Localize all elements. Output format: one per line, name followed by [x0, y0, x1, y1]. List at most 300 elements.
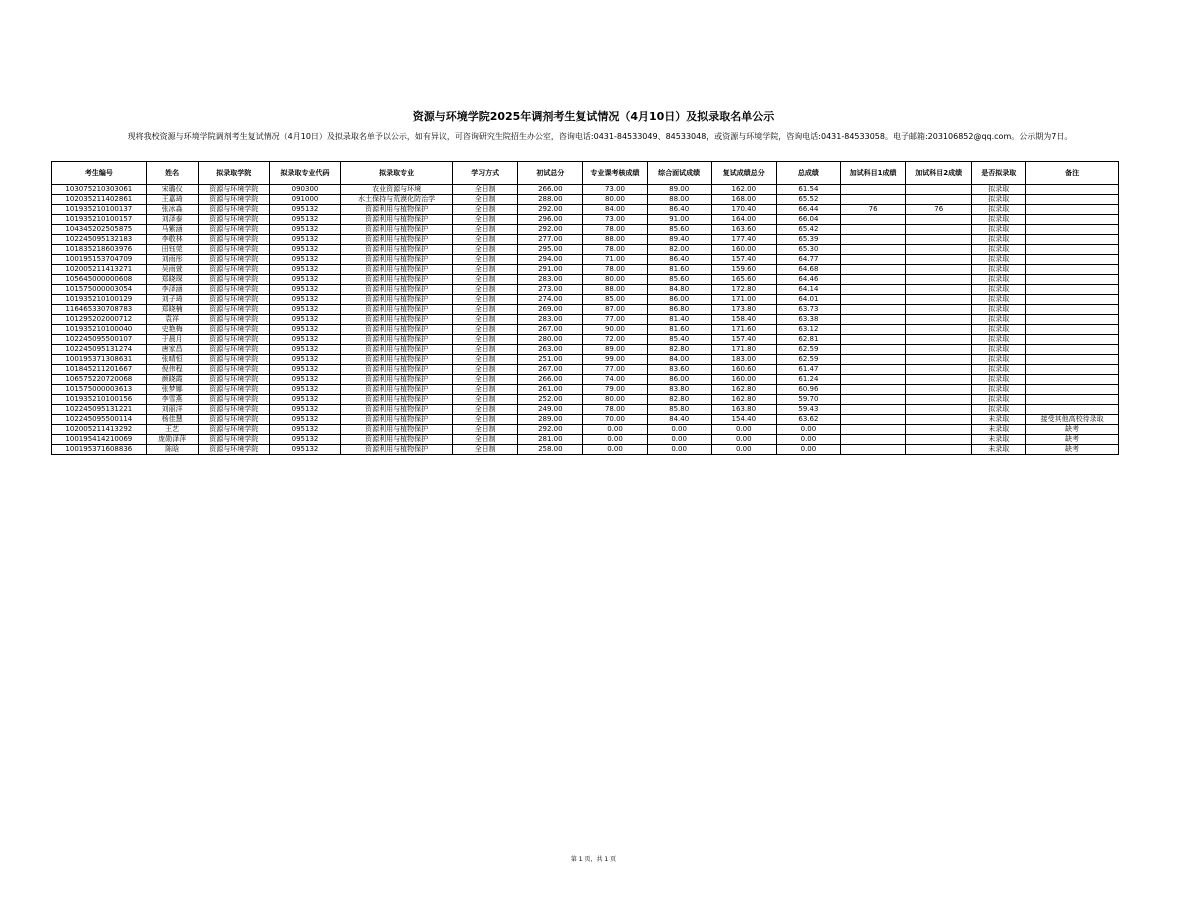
table-cell: 资源利用与植物保护	[341, 415, 453, 425]
table-cell: 资源利用与植物保护	[341, 395, 453, 405]
table-cell	[841, 185, 906, 195]
table-cell: 全日制	[453, 185, 518, 195]
table-row	[52, 445, 1119, 455]
table-cell	[841, 295, 906, 305]
table-cell	[1026, 325, 1119, 335]
table-cell: 095132	[269, 345, 340, 355]
table-cell: 101935210100137	[52, 205, 147, 215]
table-cell: 缺考	[1026, 435, 1119, 445]
table-cell: 资源利用与植物保护	[341, 385, 453, 395]
table-row	[52, 345, 1119, 355]
table-cell: 拟录取	[972, 325, 1026, 335]
table-cell: 全日制	[453, 245, 518, 255]
table-cell: 90.00	[583, 325, 647, 335]
table-cell: 资源利用与植物保护	[341, 295, 453, 305]
table-cell: 刘子琦	[146, 295, 198, 305]
table-cell	[841, 355, 906, 365]
table-cell	[906, 365, 972, 375]
table-cell: 88.00	[647, 195, 711, 205]
table-cell: 全日制	[453, 375, 518, 385]
table-cell: 资源利用与植物保护	[341, 375, 453, 385]
table-cell: 62.81	[776, 335, 840, 345]
table-cell: 资源与环境学院	[198, 385, 269, 395]
table-row	[52, 335, 1119, 345]
table-cell: 拟录取	[972, 245, 1026, 255]
table-cell: 0.00	[647, 435, 711, 445]
table-cell	[906, 295, 972, 305]
table-cell: 资源与环境学院	[198, 395, 269, 405]
table-cell: 78.00	[583, 225, 647, 235]
table-cell: 283.00	[518, 315, 583, 325]
table-cell: 78.00	[583, 405, 647, 415]
table-cell: 资源与环境学院	[198, 335, 269, 345]
table-cell: 李泽涵	[146, 285, 198, 295]
table-cell	[1026, 375, 1119, 385]
table-cell: 资源利用与植物保护	[341, 245, 453, 255]
table-cell: 78.00	[583, 265, 647, 275]
table-cell: 168.00	[711, 195, 776, 205]
table-cell	[906, 445, 972, 455]
table-cell	[1026, 245, 1119, 255]
table-cell: 288.00	[518, 195, 583, 205]
table-cell: 102245095500107	[52, 335, 147, 345]
table-cell: 164.00	[711, 215, 776, 225]
table-cell: 张梦娜	[146, 385, 198, 395]
table-cell: 101575000003613	[52, 385, 147, 395]
table-cell	[841, 435, 906, 445]
table-cell: 拟录取	[972, 275, 1026, 285]
table-cell	[906, 255, 972, 265]
table-cell: 农业资源与环境	[341, 185, 453, 195]
table-cell: 0.00	[711, 425, 776, 435]
table-cell: 102005211413271	[52, 265, 147, 275]
table-cell: 拟录取	[972, 385, 1026, 395]
column-header: 学习方式	[453, 162, 518, 185]
table-cell: 0.00	[583, 435, 647, 445]
table-cell: 266.00	[518, 375, 583, 385]
table-cell	[1026, 395, 1119, 405]
table-cell: 280.00	[518, 335, 583, 345]
table-cell: 171.80	[711, 345, 776, 355]
table-cell	[841, 365, 906, 375]
table-cell: 095132	[269, 205, 340, 215]
table-row	[52, 435, 1119, 445]
table-cell: 资源利用与植物保护	[341, 365, 453, 375]
table-cell: 84.00	[583, 205, 647, 215]
table-cell: 81.60	[647, 325, 711, 335]
table-cell: 095132	[269, 445, 340, 455]
table-cell: 资源与环境学院	[198, 195, 269, 205]
table-cell: 095132	[269, 225, 340, 235]
table-cell: 资源利用与植物保护	[341, 285, 453, 295]
table-cell	[841, 275, 906, 285]
table-cell: 172.80	[711, 285, 776, 295]
table-row	[52, 235, 1119, 245]
table-cell: 全日制	[453, 235, 518, 245]
table-cell: 73.00	[583, 185, 647, 195]
table-cell	[1026, 385, 1119, 395]
table-cell: 资源与环境学院	[198, 185, 269, 195]
table-cell: 拟录取	[972, 285, 1026, 295]
table-cell: 258.00	[518, 445, 583, 455]
table-cell: 资源与环境学院	[198, 365, 269, 375]
table-cell: 0.00	[776, 425, 840, 435]
table-cell: 资源与环境学院	[198, 315, 269, 325]
table-cell: 全日制	[453, 255, 518, 265]
table-cell	[906, 275, 972, 285]
table-cell: 拟录取	[972, 335, 1026, 345]
table-cell: 294.00	[518, 255, 583, 265]
table-cell: 资源与环境学院	[198, 245, 269, 255]
table-cell: 77.00	[583, 365, 647, 375]
table-cell: 095132	[269, 435, 340, 445]
table-cell: 李雪燕	[146, 395, 198, 405]
table-cell: 资源与环境学院	[198, 405, 269, 415]
table-cell: 全日制	[453, 335, 518, 345]
table-cell: 86.00	[647, 375, 711, 385]
table-cell: 资源利用与植物保护	[341, 345, 453, 355]
table-cell: 82.00	[647, 245, 711, 255]
table-cell: 76	[841, 205, 906, 215]
table-row	[52, 315, 1119, 325]
table-cell	[1026, 185, 1119, 195]
table-cell: 资源与环境学院	[198, 235, 269, 245]
table-cell: 全日制	[453, 305, 518, 315]
table-cell: 095132	[269, 235, 340, 245]
table-cell: 资源利用与植物保护	[341, 445, 453, 455]
table-cell: 全日制	[453, 445, 518, 455]
table-row	[52, 375, 1119, 385]
table-cell: 资源与环境学院	[198, 225, 269, 235]
table-cell	[906, 245, 972, 255]
table-cell: 0.00	[583, 425, 647, 435]
table-cell: 095132	[269, 265, 340, 275]
table-cell: 162.80	[711, 385, 776, 395]
table-cell: 095132	[269, 425, 340, 435]
table-cell: 85.00	[583, 295, 647, 305]
table-cell: 资源与环境学院	[198, 435, 269, 445]
table-cell: 资源与环境学院	[198, 265, 269, 275]
table-cell: 85.80	[647, 405, 711, 415]
table-cell: 71.00	[583, 255, 647, 265]
table-cell	[841, 415, 906, 425]
table-row	[52, 255, 1119, 265]
table-cell: 100195371608836	[52, 445, 147, 455]
table-cell	[1026, 275, 1119, 285]
table-row	[52, 395, 1119, 405]
table-cell: 全日制	[453, 275, 518, 285]
table-cell: 资源利用与植物保护	[341, 425, 453, 435]
table-row	[52, 205, 1119, 215]
table-cell	[841, 305, 906, 315]
table-cell: 于晨月	[146, 335, 198, 345]
column-header: 拟录取专业代码	[269, 162, 340, 185]
table-cell: 267.00	[518, 325, 583, 335]
table-cell: 64.68	[776, 265, 840, 275]
table-cell: 0.00	[711, 435, 776, 445]
table-cell: 252.00	[518, 395, 583, 405]
table-cell: 101935210100157	[52, 215, 147, 225]
table-cell: 64.01	[776, 295, 840, 305]
table-row	[52, 405, 1119, 415]
table-cell: 65.42	[776, 225, 840, 235]
table-cell: 全日制	[453, 345, 518, 355]
table-cell	[906, 305, 972, 315]
table-cell: 095132	[269, 365, 340, 375]
table-cell: 85.60	[647, 225, 711, 235]
table-cell: 59.43	[776, 405, 840, 415]
table-cell: 64.46	[776, 275, 840, 285]
table-cell: 全日制	[453, 295, 518, 305]
table-cell: 拟录取	[972, 365, 1026, 375]
table-cell: 162.80	[711, 395, 776, 405]
table-cell: 84.40	[647, 415, 711, 425]
table-cell: 未录取	[972, 425, 1026, 435]
table-cell: 张冰淼	[146, 205, 198, 215]
table-cell	[1026, 365, 1119, 375]
column-header: 加试科目2成绩	[906, 162, 972, 185]
table-cell	[1026, 195, 1119, 205]
table-cell: 101835218603976	[52, 245, 147, 255]
table-row	[52, 245, 1119, 255]
table-cell: 283.00	[518, 275, 583, 285]
table-cell	[1026, 345, 1119, 355]
table-cell: 拟录取	[972, 205, 1026, 215]
table-cell: 160.00	[711, 245, 776, 255]
table-cell: 160.00	[711, 375, 776, 385]
table-cell: 157.40	[711, 335, 776, 345]
table-cell	[906, 265, 972, 275]
column-header: 综合面试成绩	[647, 162, 711, 185]
table-cell: 251.00	[518, 355, 583, 365]
table-cell: 095132	[269, 255, 340, 265]
table-cell: 拟录取	[972, 215, 1026, 225]
table-cell: 资源利用与植物保护	[341, 305, 453, 315]
table-cell	[841, 255, 906, 265]
table-cell: 全日制	[453, 195, 518, 205]
table-row	[52, 215, 1119, 225]
table-cell: 095132	[269, 415, 340, 425]
table-cell	[841, 375, 906, 385]
table-cell: 刘雨彤	[146, 255, 198, 265]
table-cell: 70.00	[583, 415, 647, 425]
column-header: 专业课考核成绩	[583, 162, 647, 185]
table-cell: 拟录取	[972, 295, 1026, 305]
table-cell	[1026, 255, 1119, 265]
table-cell	[841, 395, 906, 405]
table-cell: 82.80	[647, 345, 711, 355]
table-cell: 267.00	[518, 365, 583, 375]
table-cell	[906, 315, 972, 325]
table-cell: 281.00	[518, 435, 583, 445]
table-cell: 62.59	[776, 345, 840, 355]
table-cell: 郑晓琛	[146, 275, 198, 285]
table-cell: 接受其他高校待录取	[1026, 415, 1119, 425]
table-cell	[906, 185, 972, 195]
table-cell	[906, 435, 972, 445]
table-cell	[906, 405, 972, 415]
table-cell: 资源与环境学院	[198, 295, 269, 305]
table-cell: 资源与环境学院	[198, 345, 269, 355]
table-cell: 全日制	[453, 205, 518, 215]
table-row	[52, 265, 1119, 275]
table-cell: 64.14	[776, 285, 840, 295]
table-cell: 资源与环境学院	[198, 325, 269, 335]
table-cell: 资源利用与植物保护	[341, 405, 453, 415]
table-cell: 资源与环境学院	[198, 375, 269, 385]
table-cell: 全日制	[453, 355, 518, 365]
table-cell: 王嘉琦	[146, 195, 198, 205]
table-cell	[1026, 285, 1119, 295]
table-cell	[841, 345, 906, 355]
table-cell	[1026, 355, 1119, 365]
table-cell: 173.80	[711, 305, 776, 315]
table-cell: 177.40	[711, 235, 776, 245]
table-cell	[841, 235, 906, 245]
table-cell: 165.60	[711, 275, 776, 285]
table-cell: 0.00	[776, 435, 840, 445]
table-cell: 263.00	[518, 345, 583, 355]
table-cell: 63.73	[776, 305, 840, 315]
column-header: 拟录取学院	[198, 162, 269, 185]
table-cell: 资源利用与植物保护	[341, 265, 453, 275]
table-cell: 91.00	[647, 215, 711, 225]
table-cell: 183.00	[711, 355, 776, 365]
table-cell: 292.00	[518, 425, 583, 435]
table-cell: 102245095500114	[52, 415, 147, 425]
table-row	[52, 275, 1119, 285]
table-cell: 资源与环境学院	[198, 255, 269, 265]
table-cell: 170.40	[711, 205, 776, 215]
table-cell: 资源与环境学院	[198, 415, 269, 425]
table-cell: 61.24	[776, 375, 840, 385]
table-cell	[841, 445, 906, 455]
table-cell: 田钰莞	[146, 245, 198, 255]
table-cell	[1026, 305, 1119, 315]
table-cell	[841, 245, 906, 255]
table-cell: 82.80	[647, 395, 711, 405]
table-cell: 61.47	[776, 365, 840, 375]
table-cell: 拟录取	[972, 305, 1026, 315]
table-cell	[841, 285, 906, 295]
table-cell: 拟录取	[972, 185, 1026, 195]
table-cell: 162.00	[711, 185, 776, 195]
table-cell: 全日制	[453, 425, 518, 435]
table-row	[52, 425, 1119, 435]
table-cell: 资源与环境学院	[198, 215, 269, 225]
table-cell: 095132	[269, 395, 340, 405]
column-header: 姓名	[146, 162, 198, 185]
table-cell: 095132	[269, 355, 340, 365]
table-cell: 资源与环境学院	[198, 205, 269, 215]
table-cell: 拟录取	[972, 195, 1026, 205]
table-cell	[841, 215, 906, 225]
table-cell: 102245095131221	[52, 405, 147, 415]
table-cell: 289.00	[518, 415, 583, 425]
table-cell: 李敬林	[146, 235, 198, 245]
table-cell: 未录取	[972, 435, 1026, 445]
table-cell	[1026, 235, 1119, 245]
table-cell: 095132	[269, 385, 340, 395]
table-cell: 84.00	[647, 355, 711, 365]
table-cell: 095132	[269, 245, 340, 255]
table-cell: 116465330708783	[52, 305, 147, 315]
table-cell	[841, 385, 906, 395]
table-cell: 159.60	[711, 265, 776, 275]
table-cell	[906, 425, 972, 435]
table-cell: 缺考	[1026, 445, 1119, 455]
table-cell: 296.00	[518, 215, 583, 225]
table-cell: 宋璐仪	[146, 185, 198, 195]
table-cell: 102005211413292	[52, 425, 147, 435]
table-cell: 160.60	[711, 365, 776, 375]
table-cell: 拟录取	[972, 405, 1026, 415]
table-cell: 80.00	[583, 395, 647, 405]
table-cell: 89.00	[647, 185, 711, 195]
table-cell: 249.00	[518, 405, 583, 415]
table-cell: 资源利用与植物保护	[341, 335, 453, 345]
table-cell: 095132	[269, 375, 340, 385]
table-cell: 100195153704709	[52, 255, 147, 265]
table-cell: 资源与环境学院	[198, 425, 269, 435]
table-cell	[906, 215, 972, 225]
table-cell: 资源利用与植物保护	[341, 255, 453, 265]
table-cell: 163.80	[711, 405, 776, 415]
table-cell: 291.00	[518, 265, 583, 275]
table-cell	[906, 385, 972, 395]
table-cell: 83.80	[647, 385, 711, 395]
table-cell: 154.40	[711, 415, 776, 425]
table-cell: 拟录取	[972, 265, 1026, 275]
table-cell: 171.00	[711, 295, 776, 305]
table-cell	[1026, 215, 1119, 225]
table-cell: 095132	[269, 285, 340, 295]
table-cell	[906, 375, 972, 385]
table-cell: 89.00	[583, 345, 647, 355]
table-cell: 王艺	[146, 425, 198, 435]
table-cell: 倪伟程	[146, 365, 198, 375]
table-cell: 102035211402861	[52, 195, 147, 205]
table-cell	[841, 325, 906, 335]
table-cell: 88.00	[583, 285, 647, 295]
table-cell: 拟录取	[972, 235, 1026, 245]
table-cell: 65.39	[776, 235, 840, 245]
table-cell: 106575220720068	[52, 375, 147, 385]
table-cell: 83.60	[647, 365, 711, 375]
table-cell	[1026, 405, 1119, 415]
table-cell: 266.00	[518, 185, 583, 195]
table-cell: 陈晗	[146, 445, 198, 455]
table-cell: 095132	[269, 215, 340, 225]
table-cell: 资源利用与植物保护	[341, 275, 453, 285]
column-header: 备注	[1026, 162, 1119, 185]
table-cell: 81.40	[647, 315, 711, 325]
table-cell: 资源利用与植物保护	[341, 235, 453, 245]
table-cell: 张晴恒	[146, 355, 198, 365]
table-cell: 095132	[269, 335, 340, 345]
table-cell	[841, 225, 906, 235]
table-cell: 杨佳慧	[146, 415, 198, 425]
table-cell: 全日制	[453, 215, 518, 225]
table-cell: 095132	[269, 305, 340, 315]
table-cell: 273.00	[518, 285, 583, 295]
table-cell: 60.96	[776, 385, 840, 395]
table-cell	[906, 225, 972, 235]
table-cell: 86.40	[647, 205, 711, 215]
table-cell: 全日制	[453, 365, 518, 375]
table-cell: 171.60	[711, 325, 776, 335]
table-row	[52, 295, 1119, 305]
